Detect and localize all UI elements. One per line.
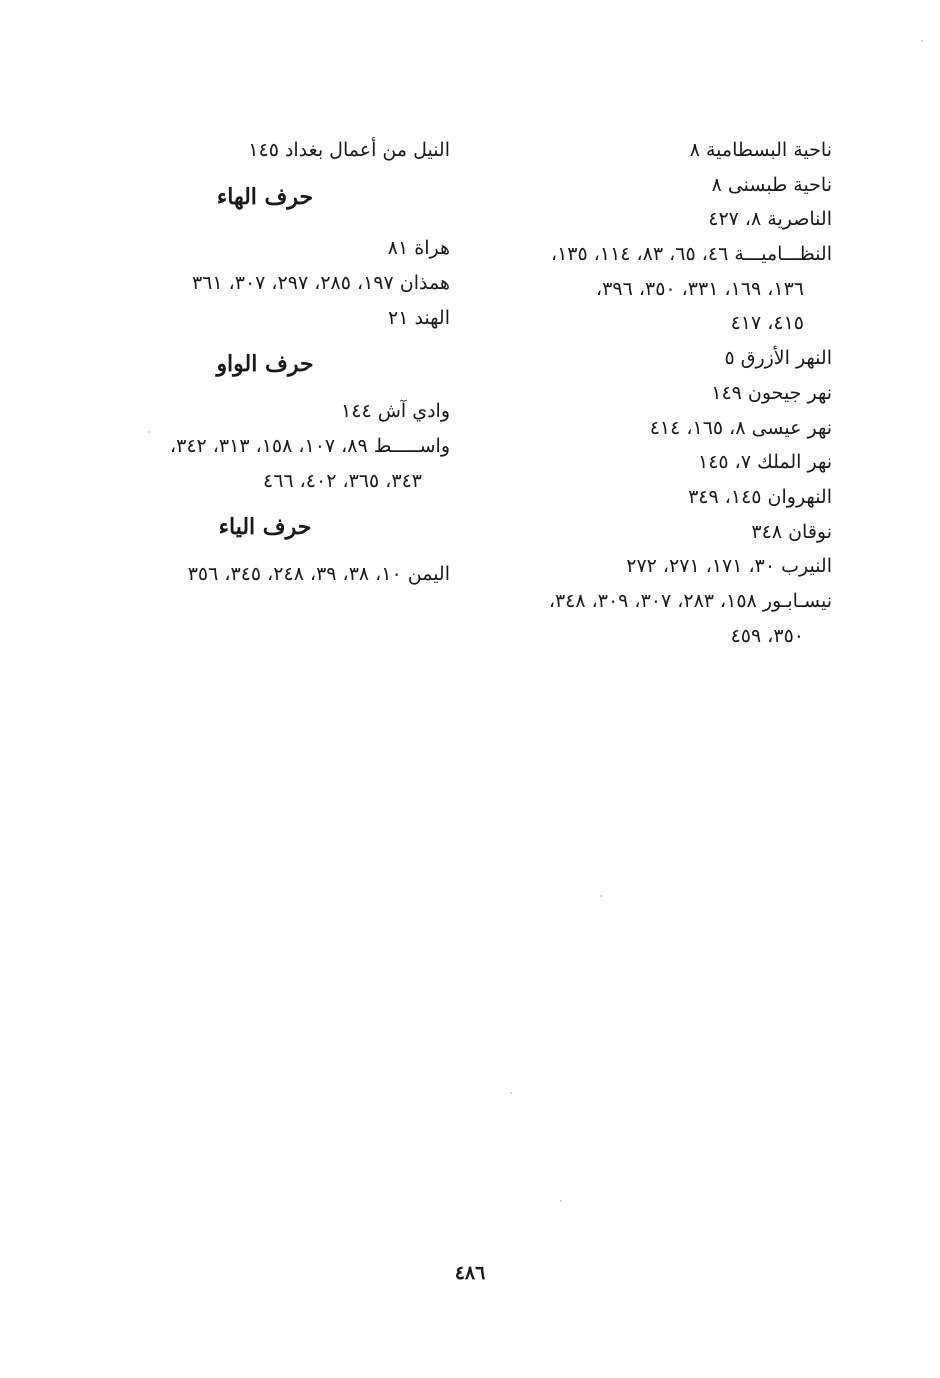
section-heading-ya: حرف الياء (218, 514, 312, 541)
index-entry: النظـــاميـــة ٤٦، ٦٥، ٨٣، ١١٤، ١٣٥، (550, 243, 832, 266)
index-column-left (80, 133, 450, 592)
spacer (80, 498, 450, 510)
index-entry-continuation: ٣٥٠، ٤٥٩ (730, 624, 804, 647)
spacer (80, 214, 450, 231)
index-entry: نهر عيسى ٨، ١٦٥، ٤١٤ (649, 416, 832, 439)
section-heading-ha: حرف الهاء (216, 183, 314, 210)
index-column-right (462, 133, 832, 653)
index-entry-continuation: ٣٤٣، ٣٦٥، ٤٠٢، ٤٦٦ (262, 469, 422, 492)
section-heading-waw: حرف الواو (216, 351, 314, 378)
index-entry: ناحية البسطامية ٨ (689, 139, 832, 161)
index-entry: وادي آش ١٤٤ (341, 400, 450, 423)
scan-speck (560, 1200, 562, 1202)
index-entry: النهر الأزرق ٥ (724, 347, 832, 370)
index-entry: الناصرية ٨، ٤٢٧ (708, 208, 832, 231)
scan-speck (921, 40, 923, 42)
index-entry: النهروان ١٤٥، ٣٤٩ (688, 485, 832, 508)
index-entry: نهر جيحون ١٤٩ (711, 381, 832, 404)
scan-speck (148, 431, 150, 433)
index-entry: نيسـابـور ١٥٨، ٢٨٣، ٣٠٧، ٣٠٩، ٣٤٨، (548, 589, 832, 612)
spacer (80, 382, 450, 394)
index-entry: واســـــط ٨٩، ١٠٧، ١٥٨، ٣١٣، ٣٤٢، (169, 434, 450, 457)
scan-speck (510, 1092, 512, 1094)
index-entry: همذان ١٩٧، ٢٨٥، ٢٩٧، ٣٠٧، ٣٦١ (191, 272, 450, 295)
index-entry: النيرب ٣٠، ١٧١، ٢٧١، ٢٧٢ (626, 555, 832, 578)
index-entry: ناحية طبسنى ٨ (711, 173, 832, 196)
spacer (80, 335, 450, 347)
scan-speck (600, 895, 602, 897)
index-entry: هراة ٨١ (387, 237, 450, 260)
index-entry: الهند ٢١ (388, 306, 450, 329)
index-entry-continuation: ٤١٥، ٤١٧ (730, 312, 804, 335)
spacer (80, 168, 450, 180)
spacer (80, 545, 450, 557)
index-entry: النيل من أعمال بغداد ١٤٥ (248, 139, 450, 161)
index-entry: نهر الملك ٧، ١٤٥ (698, 451, 832, 474)
page-number: ٤٨٦ (454, 1262, 486, 1284)
index-entry: نوقان ٣٤٨ (751, 520, 832, 543)
index-entry: اليمن ١٠، ٣٨، ٣٩، ٢٤٨، ٣٤٥، ٣٥٦ (187, 562, 450, 585)
index-entry-continuation: ١٣٦، ١٦٩، ٣٣١، ٣٥٠، ٣٩٦، (596, 277, 804, 300)
